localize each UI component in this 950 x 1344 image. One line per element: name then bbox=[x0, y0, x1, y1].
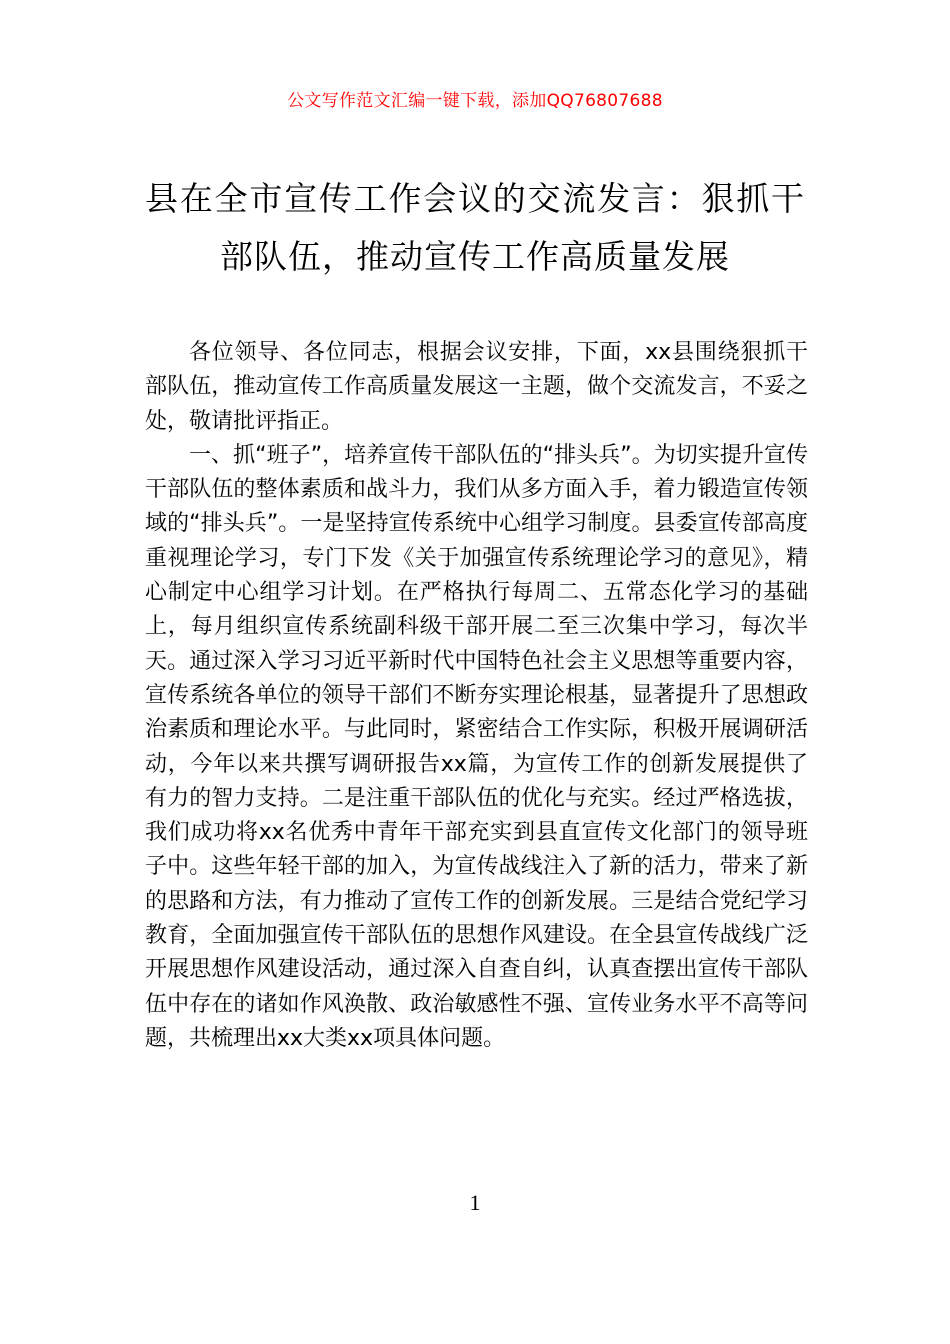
header-note: 公文写作范文汇编一键下载，添加QQ76807688 bbox=[287, 91, 663, 111]
document-body bbox=[145, 336, 808, 1056]
body-paragraph: 各位领导、各位同志，根据会议安排，下面，xx县围绕狠抓干部队伍，推动宣传工作高质量发展这一主题，做个交流发言，不妥之处，敬请批评指正。 bbox=[145, 340, 808, 434]
body-paragraph: 一、抓“班子”，培养宣传干部队伍的“排头兵”。为切实提升宣传干部队伍的整体素质和战斗力，我们从多方面入手，着力锻造宣传领域的“排头兵”。一是坚持宣传系统中心组学习制度。县委宣传部高度重视理论学习，专门下发《关于加强宣传系统理论学习的意见》，精心制定中心组学习计划。在严格执行每周二、五常态化学习的基础上，每月组织宣传系统副科级干部开展二至三次集中学习，每次半天。通过深入学习习近平新时代中国特色社会主义思想等重要内容，宣传系统各单位的领导干部们不断夯实理论根基，显著提升了思想政治素质和理论水平。与此同时，紧密结合工作实际，积极开展调研活动，今年以来共撰写调研报告xx篇，为宣传工作的创新发展提供了有力的智力支持。二是注重干部队伍的优化与充实。经过严格选拔，我们成功将xx名优秀中青年干部充实到县直宣传文化部门的领导班子中。这些年轻干部的加入，为宣传战线注入了新的活力，带来了新的思路和方法，有力推动了宣传工作的创新发展。三是结合党纪学习教育，全面加强宣传干部队伍的思想作风建设。在全县宣传战线广泛开展思想作风建设活动，通过深入自查自纠，认真查摆出宣传干部队伍中存在的诸如作风涣散、政治敏感性不强、宣传业务水平不高等问题，共梳理出xx大类xx项具体问题。 bbox=[145, 442, 808, 1051]
page-number: 1 bbox=[469, 1190, 481, 1215]
document-title: 县在全市宣传工作会议的交流发言：狠抓干部队伍，推动宣传工作高质量发展 bbox=[145, 179, 805, 276]
